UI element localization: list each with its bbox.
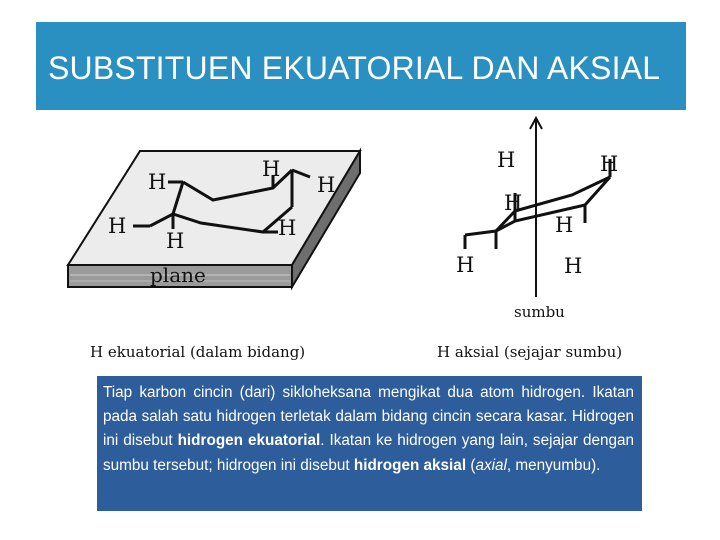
term-equatorial: hidrogen ekuatorial [177, 432, 321, 450]
axis-label: sumbu [514, 303, 565, 321]
equatorial-caption: H ekuatorial (dalam bidang) [90, 343, 306, 361]
plane-label: plane [150, 263, 206, 287]
description-part: ( [466, 456, 476, 474]
right-h-label: H [555, 213, 574, 237]
axial-italic: axial [475, 456, 507, 474]
right-h-label: H [600, 152, 619, 176]
left-h-label: H [262, 157, 281, 181]
right-h-label: H [497, 148, 516, 172]
right-h-label: H [456, 253, 475, 277]
left-h-label: H [108, 214, 127, 238]
left-h-label: H [278, 216, 297, 240]
left-h-label: H [166, 229, 185, 253]
title-underline [36, 108, 186, 109]
left-h-label: H [317, 173, 336, 197]
description-part: , menyumbu). [506, 456, 601, 474]
description-text [103, 381, 634, 478]
title-banner [36, 22, 686, 110]
right-h-label: H [504, 191, 523, 215]
slide-title: SUBSTITUEN EKUATORIAL DAN AKSIAL [48, 50, 661, 86]
description-part: Tiap karbon cincin (dari) sikloheksana mengikat dua atom hidrogen. Ikatan pada salah satu hidrogen terletak dalam bidang cincin secara kasar. Hidrogen ini disebut [103, 384, 634, 450]
description-box [97, 376, 642, 511]
cyclohexane-figure [60, 115, 670, 375]
description-part: . Ikatan ke hidrogen yang lain, sejajar dengan sumbu tersebut; hidrogen ini disebut [103, 432, 634, 474]
right-h-label: H [564, 254, 583, 278]
axial-caption: H aksial (sejajar sumbu) [437, 343, 623, 361]
left-h-label: H [148, 170, 167, 194]
term-axial: hidrogen aksial [353, 456, 467, 474]
right-ring [465, 159, 610, 249]
right-h-labels [456, 148, 618, 278]
